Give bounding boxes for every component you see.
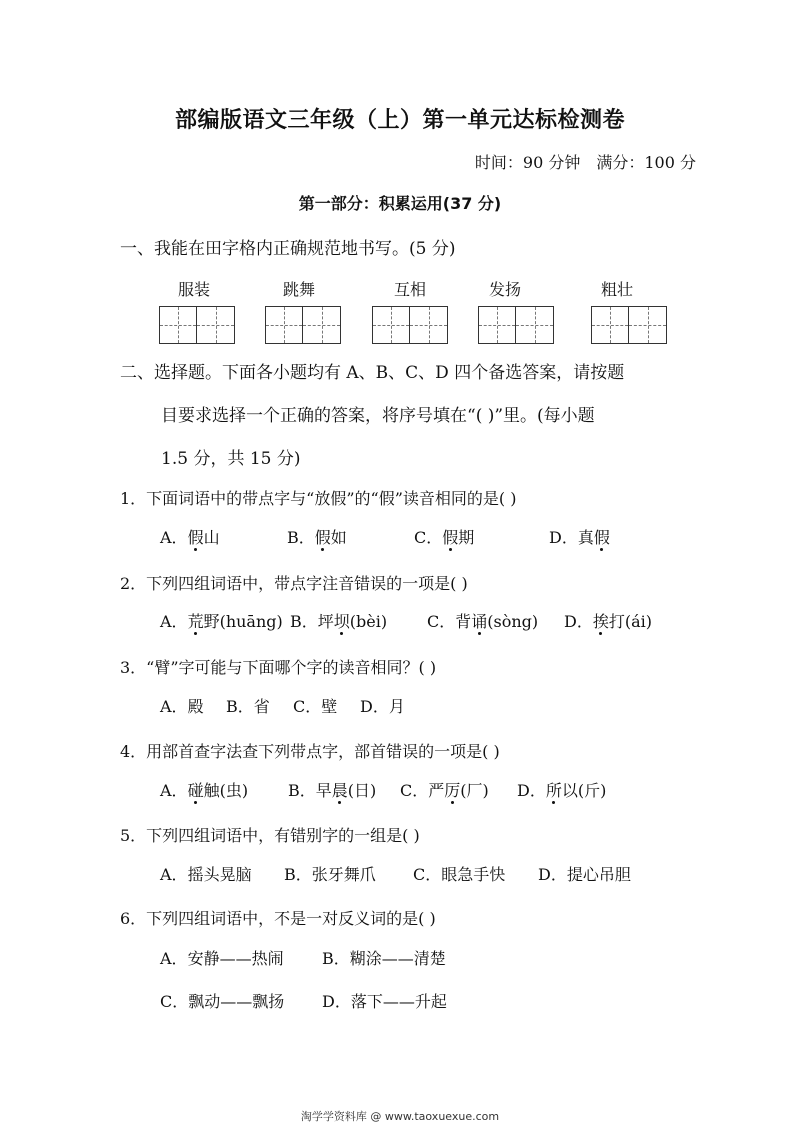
writing-word: 互相 (394, 280, 427, 299)
option-pre: 严 (428, 781, 445, 800)
dotted-character: 荒 (188, 609, 204, 632)
option-pre: 提心吊胆 (566, 865, 631, 884)
option-letter: D． (564, 612, 593, 631)
question-1-text: 1．下面词语中的带点字与“放假”的“假”读音相同的是( ) (120, 489, 517, 508)
section-two-line-3: 1.5 分，共 15 分) (161, 449, 301, 469)
option-post: 打(ái) (608, 612, 653, 631)
option-letter: B． (288, 781, 316, 800)
question-6-option-b[interactable] (322, 946, 446, 969)
option-letter: A． (160, 865, 188, 884)
option-letter: D． (517, 781, 546, 800)
dotted-character: 假 (188, 525, 204, 548)
option-letter: C． (160, 992, 189, 1011)
question-5-option-a[interactable] (160, 862, 252, 885)
question-4-option-a[interactable] (160, 778, 248, 801)
tianzige-grid[interactable] (591, 306, 667, 344)
question-2-text: 2．下列四组词语中，带点字注音错误的一项是( ) (120, 574, 468, 593)
option-pre: 糊涂——清楚 (349, 949, 446, 968)
option-post: 如 (330, 528, 347, 547)
question-6-text: 6．下列四组词语中，不是一对反义词的是( ) (120, 909, 436, 928)
time-limit: 时间：90 分钟 (474, 153, 581, 172)
question-6-option-a[interactable] (160, 946, 284, 969)
dotted-character: 晨 (332, 778, 348, 801)
exam-title: 部编版语文三年级（上）第一单元达标检测卷 (174, 108, 625, 133)
option-letter: D． (322, 992, 351, 1011)
option-letter: B． (290, 612, 318, 631)
option-pre: 张牙舞爪 (311, 865, 376, 884)
option-post: 以(斤) (561, 781, 607, 800)
tianzige-grid[interactable] (265, 306, 341, 344)
question-2-option-d[interactable] (564, 609, 652, 632)
tianzige-grid[interactable] (159, 306, 235, 344)
option-letter: A． (160, 697, 188, 716)
dotted-character: 坝 (334, 609, 350, 632)
option-letter: B． (322, 949, 350, 968)
option-letter: C． (293, 697, 322, 716)
option-pre: 摇头晃脑 (187, 865, 252, 884)
option-letter: B． (287, 528, 315, 547)
question-3-option-a[interactable] (160, 694, 204, 717)
option-pre: 殿 (187, 697, 204, 716)
dotted-character: 假 (315, 525, 331, 548)
part-one-heading: 第一部分：积累运用(37 分) (298, 194, 502, 213)
question-4-text: 4．用部首查字法查下列带点字，部首错误的一项是( ) (120, 742, 500, 761)
question-6-option-d[interactable] (322, 989, 447, 1012)
question-4-option-c[interactable] (400, 778, 489, 801)
option-letter: D． (360, 697, 389, 716)
option-letter: D． (538, 865, 567, 884)
option-letter: A． (160, 528, 188, 547)
section-one-heading: 一、我能在田字格内正确规范地书写。(5 分) (120, 239, 456, 259)
question-6-option-c[interactable] (160, 989, 284, 1012)
question-4-option-d[interactable] (517, 778, 606, 801)
option-post: 野(huāng) (203, 612, 283, 631)
question-1-option-a[interactable] (160, 525, 220, 548)
question-3-option-c[interactable] (293, 694, 337, 717)
option-letter: C． (400, 781, 429, 800)
option-letter: B． (226, 697, 254, 716)
option-pre: 安静——热闹 (187, 949, 284, 968)
dotted-character: 挨 (593, 609, 609, 632)
option-pre: 落下——升起 (350, 992, 447, 1011)
question-1-option-b[interactable] (287, 525, 347, 548)
dotted-character: 诵 (471, 609, 487, 632)
option-pre: 真 (577, 528, 594, 547)
tianzige-grid[interactable] (372, 306, 448, 344)
dotted-character: 假 (442, 525, 458, 548)
dotted-character: 厉 (444, 778, 460, 801)
dotted-character: 所 (546, 778, 562, 801)
footer-watermark: 淘学学资料库 @ www.taoxuexue.com (300, 1110, 500, 1123)
option-letter: A． (160, 949, 188, 968)
option-post: (bèi) (349, 612, 388, 631)
question-1-option-d[interactable] (549, 525, 610, 548)
question-2-option-b[interactable] (290, 609, 387, 632)
option-letter: D． (549, 528, 578, 547)
question-5-option-c[interactable] (413, 862, 505, 885)
option-post: 触(虫) (203, 781, 249, 800)
option-post: 山 (203, 528, 220, 547)
question-5-option-d[interactable] (538, 862, 631, 885)
writing-word: 发扬 (489, 280, 522, 299)
question-2-option-a[interactable] (160, 609, 283, 632)
option-post: (sòng) (487, 612, 539, 631)
question-3-option-b[interactable] (226, 694, 270, 717)
option-pre: 壁 (321, 697, 338, 716)
writing-word: 服装 (178, 280, 211, 299)
dotted-character: 碰 (188, 778, 204, 801)
option-pre: 飘动——飘扬 (188, 992, 285, 1011)
option-letter: C． (427, 612, 456, 631)
full-score: 满分：100 分 (596, 153, 696, 172)
exam-meta (475, 150, 696, 173)
dotted-character: 假 (594, 525, 610, 548)
question-1-option-c[interactable] (414, 525, 474, 548)
option-pre: 月 (388, 697, 405, 716)
option-post: (厂) (460, 781, 489, 800)
writing-word: 粗壮 (601, 280, 634, 299)
option-pre: 眼急手快 (441, 865, 506, 884)
question-4-option-b[interactable] (288, 778, 376, 801)
option-letter: C． (413, 865, 442, 884)
section-two-line-1: 二、选择题。下面各小题均有 A、B、C、D 四个备选答案，请按题 (120, 363, 625, 383)
option-pre: 早 (315, 781, 332, 800)
option-letter: C． (414, 528, 443, 547)
option-pre: 背 (455, 612, 472, 631)
option-pre: 省 (253, 697, 270, 716)
option-post: (日) (347, 781, 377, 800)
question-2-option-c[interactable] (427, 609, 538, 632)
tianzige-grid[interactable] (478, 306, 554, 344)
option-letter: A． (160, 781, 188, 800)
question-5-text: 5．下列四组词语中，有错别字的一组是( ) (120, 826, 420, 845)
option-post: 期 (458, 528, 475, 547)
option-letter: A． (160, 612, 188, 631)
question-3-text: 3．“臂”字可能与下面哪个字的读音相同？( ) (120, 658, 437, 677)
section-two-line-2: 目要求选择一个正确的答案，将序号填在“( )”里。(每小题 (161, 406, 595, 426)
option-letter: B． (284, 865, 312, 884)
question-5-option-b[interactable] (284, 862, 376, 885)
option-pre: 坪 (317, 612, 334, 631)
question-3-option-d[interactable] (360, 694, 405, 717)
writing-word: 跳舞 (283, 280, 316, 299)
